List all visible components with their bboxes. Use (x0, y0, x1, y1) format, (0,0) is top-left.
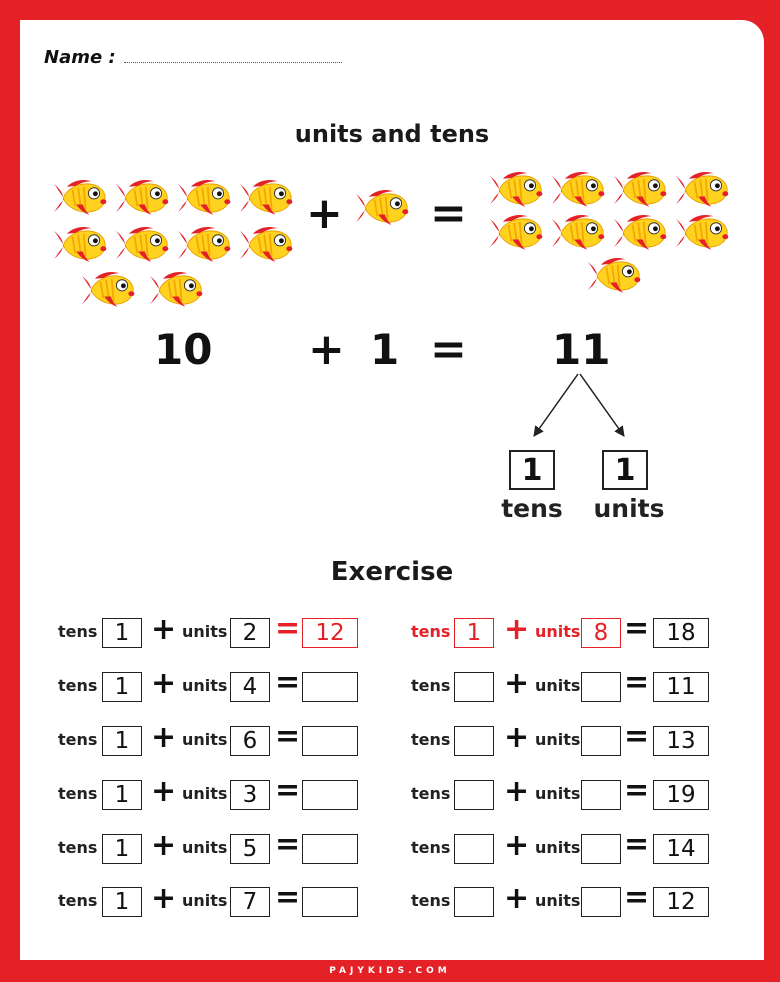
fish-icon (612, 213, 668, 253)
fish-icon (674, 213, 730, 253)
name-line[interactable] (124, 62, 342, 63)
tens-label: tens (501, 494, 563, 523)
equals-sign: = (624, 880, 650, 915)
page-title: units and tens (294, 120, 490, 148)
tens-answer-box[interactable] (454, 887, 494, 917)
equals-sign: = (275, 827, 301, 862)
name-field (44, 47, 342, 68)
units-answer-box[interactable] (581, 887, 621, 917)
tens-label: tens (411, 676, 451, 695)
units-answer-box[interactable] (581, 726, 621, 756)
units-answer-box[interactable] (581, 672, 621, 702)
plus-sign: + (151, 881, 177, 916)
units-label: units (535, 838, 581, 857)
units-answer-box[interactable]: 5 (230, 834, 270, 864)
result-answer-box[interactable] (302, 672, 358, 702)
fish-icon (550, 170, 606, 210)
fish-icon (586, 256, 642, 296)
equals-sign: = (624, 719, 650, 754)
units-label: units (535, 891, 581, 910)
fish-icon (612, 170, 668, 210)
equation-left-number: 10 (154, 325, 213, 374)
plus-sign: + (504, 828, 530, 863)
tens-label: tens (58, 730, 98, 749)
units-label: units (535, 730, 581, 749)
fish-icon (176, 225, 232, 265)
equals-sign: = (275, 773, 301, 808)
tens-answer-box[interactable] (454, 672, 494, 702)
units-label: units (182, 784, 228, 803)
name-label: Name : (44, 47, 116, 68)
fish-icon (52, 225, 108, 265)
fish-icon (674, 170, 730, 210)
equation-equals-sign: = (430, 324, 467, 375)
plus-sign: + (504, 774, 530, 809)
units-label: units (535, 622, 581, 641)
plus-sign: + (151, 666, 177, 701)
units-answer-box[interactable]: 2 (230, 618, 270, 648)
footer-site-name: PAJYKIDS.COM (329, 966, 451, 976)
tens-label: tens (411, 784, 451, 803)
equation-middle-number: 1 (370, 325, 400, 374)
tens-answer-box[interactable]: 1 (102, 726, 142, 756)
result-answer-box[interactable]: 11 (653, 672, 709, 702)
units-answer-box[interactable]: 3 (230, 780, 270, 810)
units-label: units (593, 494, 665, 523)
plus-sign: + (151, 828, 177, 863)
tens-label: tens (58, 622, 98, 641)
units-label: units (182, 676, 228, 695)
tens-answer-box[interactable]: 1 (102, 672, 142, 702)
tens-label: tens (411, 891, 451, 910)
fish-icon (354, 188, 410, 228)
fish-icon (114, 178, 170, 218)
fish-icon (148, 270, 204, 310)
equals-sign: = (624, 773, 650, 808)
arrow-icon (534, 374, 578, 436)
tens-label: tens (58, 838, 98, 857)
plus-sign: + (151, 774, 177, 809)
equals-sign: = (624, 827, 650, 862)
tens-answer-box[interactable] (454, 834, 494, 864)
fish-icon (238, 225, 294, 265)
fish-icon (80, 270, 136, 310)
tens-answer-box[interactable]: 1 (102, 618, 142, 648)
equals-sign: = (275, 665, 301, 700)
result-answer-box[interactable] (302, 887, 358, 917)
units-answer-box[interactable]: 8 (581, 618, 621, 648)
units-label: units (535, 784, 581, 803)
units-label: units (182, 838, 228, 857)
fish-icon (488, 170, 544, 210)
arrow-icon (580, 374, 624, 436)
equation-result-number: 11 (552, 325, 611, 374)
units-answer-box[interactable]: 6 (230, 726, 270, 756)
plus-sign: + (504, 612, 530, 647)
units-label: units (182, 730, 228, 749)
tens-answer-box[interactable]: 1 (102, 834, 142, 864)
tens-answer-box[interactable]: 1 (102, 780, 142, 810)
exercise-title: Exercise (330, 557, 454, 587)
tens-label: tens (411, 622, 451, 641)
tens-label: tens (58, 891, 98, 910)
tens-label: tens (58, 784, 98, 803)
tens-answer-box[interactable] (454, 780, 494, 810)
fish-icon (176, 178, 232, 218)
result-answer-box[interactable]: 14 (653, 834, 709, 864)
picture-plus-sign: + (306, 188, 343, 239)
plus-sign: + (504, 881, 530, 916)
result-answer-box[interactable]: 12 (302, 618, 358, 648)
units-label: units (182, 622, 228, 641)
plus-sign: + (151, 720, 177, 755)
fish-icon (550, 213, 606, 253)
units-answer-box[interactable] (581, 834, 621, 864)
result-answer-box[interactable] (302, 780, 358, 810)
units-answer-box[interactable]: 4 (230, 672, 270, 702)
fish-icon (52, 178, 108, 218)
fish-icon (238, 178, 294, 218)
result-answer-box[interactable]: 13 (653, 726, 709, 756)
tens-answer-box[interactable]: 1 (102, 887, 142, 917)
equals-sign: = (624, 611, 650, 646)
picture-equals-sign: = (430, 188, 467, 239)
equals-sign: = (275, 880, 301, 915)
fish-icon (114, 225, 170, 265)
worksheet-page (20, 20, 764, 960)
split-arrows (520, 370, 640, 444)
fish-icon (488, 213, 544, 253)
equals-sign: = (275, 719, 301, 754)
tens-label: tens (411, 730, 451, 749)
result-answer-box[interactable]: 18 (653, 618, 709, 648)
tens-digit-box: 1 (509, 450, 555, 490)
equals-sign: = (275, 611, 301, 646)
units-answer-box[interactable] (581, 780, 621, 810)
result-answer-box[interactable]: 19 (653, 780, 709, 810)
tens-answer-box[interactable]: 1 (454, 618, 494, 648)
tens-label: tens (58, 676, 98, 695)
units-label: units (535, 676, 581, 695)
equals-sign: = (624, 665, 650, 700)
result-answer-box[interactable]: 12 (653, 887, 709, 917)
tens-answer-box[interactable] (454, 726, 494, 756)
plus-sign: + (504, 720, 530, 755)
units-answer-box[interactable]: 7 (230, 887, 270, 917)
units-label: units (182, 891, 228, 910)
result-answer-box[interactable] (302, 726, 358, 756)
tens-label: tens (411, 838, 451, 857)
plus-sign: + (504, 666, 530, 701)
result-answer-box[interactable] (302, 834, 358, 864)
equation-plus-sign: + (308, 324, 345, 375)
units-digit-box: 1 (602, 450, 648, 490)
plus-sign: + (151, 612, 177, 647)
